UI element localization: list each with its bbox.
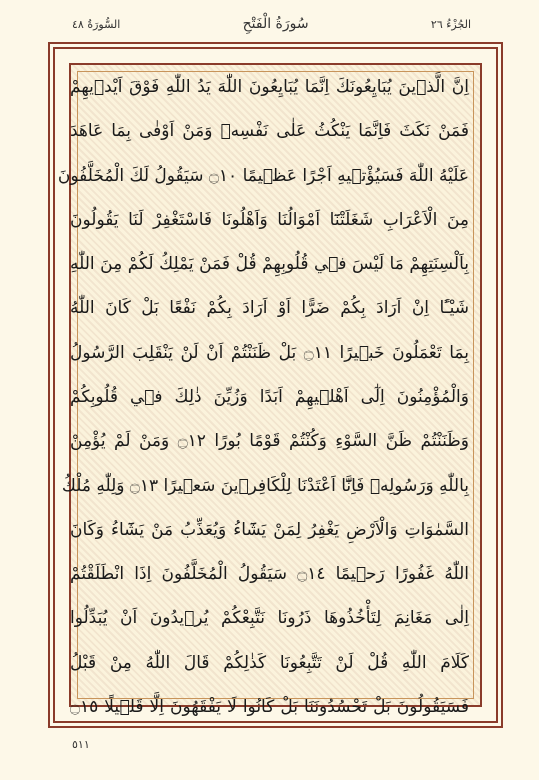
verse-line-4: مِنَ الْاَعْرَابِ شَغَلَتْنَٓا اَمْوَالُنَا وَاَهْلُونَا فَاسْتَغْفِرْ لَنَا يَقُولُونَ <box>70 209 469 230</box>
verse-line-7: بِمَا تَعْمَلُونَ خَب۪يرًا ۝١١ بَلْ ظَنَنْتُمْ اَنْ لَنْ يَنْقَلِبَ الرَّسُولُ <box>70 342 469 363</box>
verse-line-10: بِاللّٰهِ وَرَسُولِه۪ فَاِنَّٓا اَعْتَدْنَا لِلْكَافِر۪ينَ سَع۪يرًا ۝١٣ وَلِلّٰهِ مُلْكُ <box>61 475 469 496</box>
verse-line-15: فَسَيَقُولُونَ بَلْ تَحْسُدُونَنَا بَلْ كَانُوا لَا يَفْقَهُونَ اِلَّا قَل۪يلًا ۝١٥ <box>70 696 469 717</box>
sura-number-label: السُّورَةُ ٤٨ <box>72 17 121 31</box>
juz-label: الجُزْءُ ٢٦ <box>430 17 471 31</box>
sura-title: سُورَةُ الْفَتْحِ <box>242 16 309 32</box>
page-header <box>72 10 471 38</box>
verse-text-area <box>57 68 469 732</box>
verse-line-9: وَظَنَنْتُمْ ظَنَّ السَّوْءِ وَكُنْتُمْ قَوْمًا بُورًا ۝١٢ وَمَنْ لَمْ يُؤْمِنْ <box>70 431 469 452</box>
verse-line-11: السَّمٰوَاتِ وَالْاَرْضِ يَغْفِرُ لِمَنْ يَشَٓاءُ وَيُعَذِّبُ مَنْ يَشَٓاءُ وَكَانَ <box>70 519 469 540</box>
verse-line-2: فَمَنْ نَكَثَ فَاِنَّمَا يَنْكُثُ عَلٰى نَفْسِه۪ وَمَنْ اَوْفٰى بِمَا عَاهَدَ <box>70 121 469 142</box>
verse-line-12: اللّٰهُ غَفُورًا رَح۪يمًا ۝١٤ سَيَقُولُ الْمُخَلَّفُونَ اِذَا انْطَلَقْتُمْ <box>70 564 469 585</box>
verse-line-5: بِاَلْسِنَتِهِمْ مَا لَيْسَ ف۪ي قُلُوبِهِمْ قُلْ فَمَنْ يَمْلِكُ لَكُمْ مِنَ اللّٰهِ <box>70 254 469 275</box>
verse-line-13: اِلٰى مَغَانِمَ لِتَأْخُذُوهَا ذَرُونَا نَتَّبِعْكُمْ يُر۪يدُونَ اَنْ يُبَدِّلُوا <box>70 608 469 629</box>
verse-line-8: وَالْمُؤْمِنُونَ اِلٰٓى اَهْل۪يهِمْ اَبَدًا وَزُيِّنَ ذٰلِكَ ف۪ي قُلُوبِكُمْ <box>70 386 469 407</box>
page-number: ٥١١ <box>72 738 90 751</box>
verse-line-6: شَيْـًٔا اِنْ اَرَادَ بِكُمْ ضَرًّا اَوْ اَرَادَ بِكُمْ نَفْعًا بَلْ كَانَ اللّٰهُ <box>70 298 469 319</box>
verse-line-1: اِنَّ الَّذ۪ينَ يُبَايِعُونَكَ اِنَّمَا يُبَايِعُونَ اللّٰهَ يَدُ اللّٰهِ فَوْقَ اَيْد۪يهِمْ <box>70 77 469 97</box>
verse-line-3: عَلَيْهُ اللّٰهَ فَسَيُؤْت۪يهِ اَجْرًا عَظ۪يمًا ۝١٠ سَيَقُولُ لَكَ الْمُخَلَّفُونَ <box>57 165 469 186</box>
verse-line-14: كَلَامَ اللّٰهِ قُلْ لَنْ تَتَّبِعُونَا كَذٰلِكُمْ قَالَ اللّٰهُ مِنْ قَبْلُ <box>70 652 469 673</box>
